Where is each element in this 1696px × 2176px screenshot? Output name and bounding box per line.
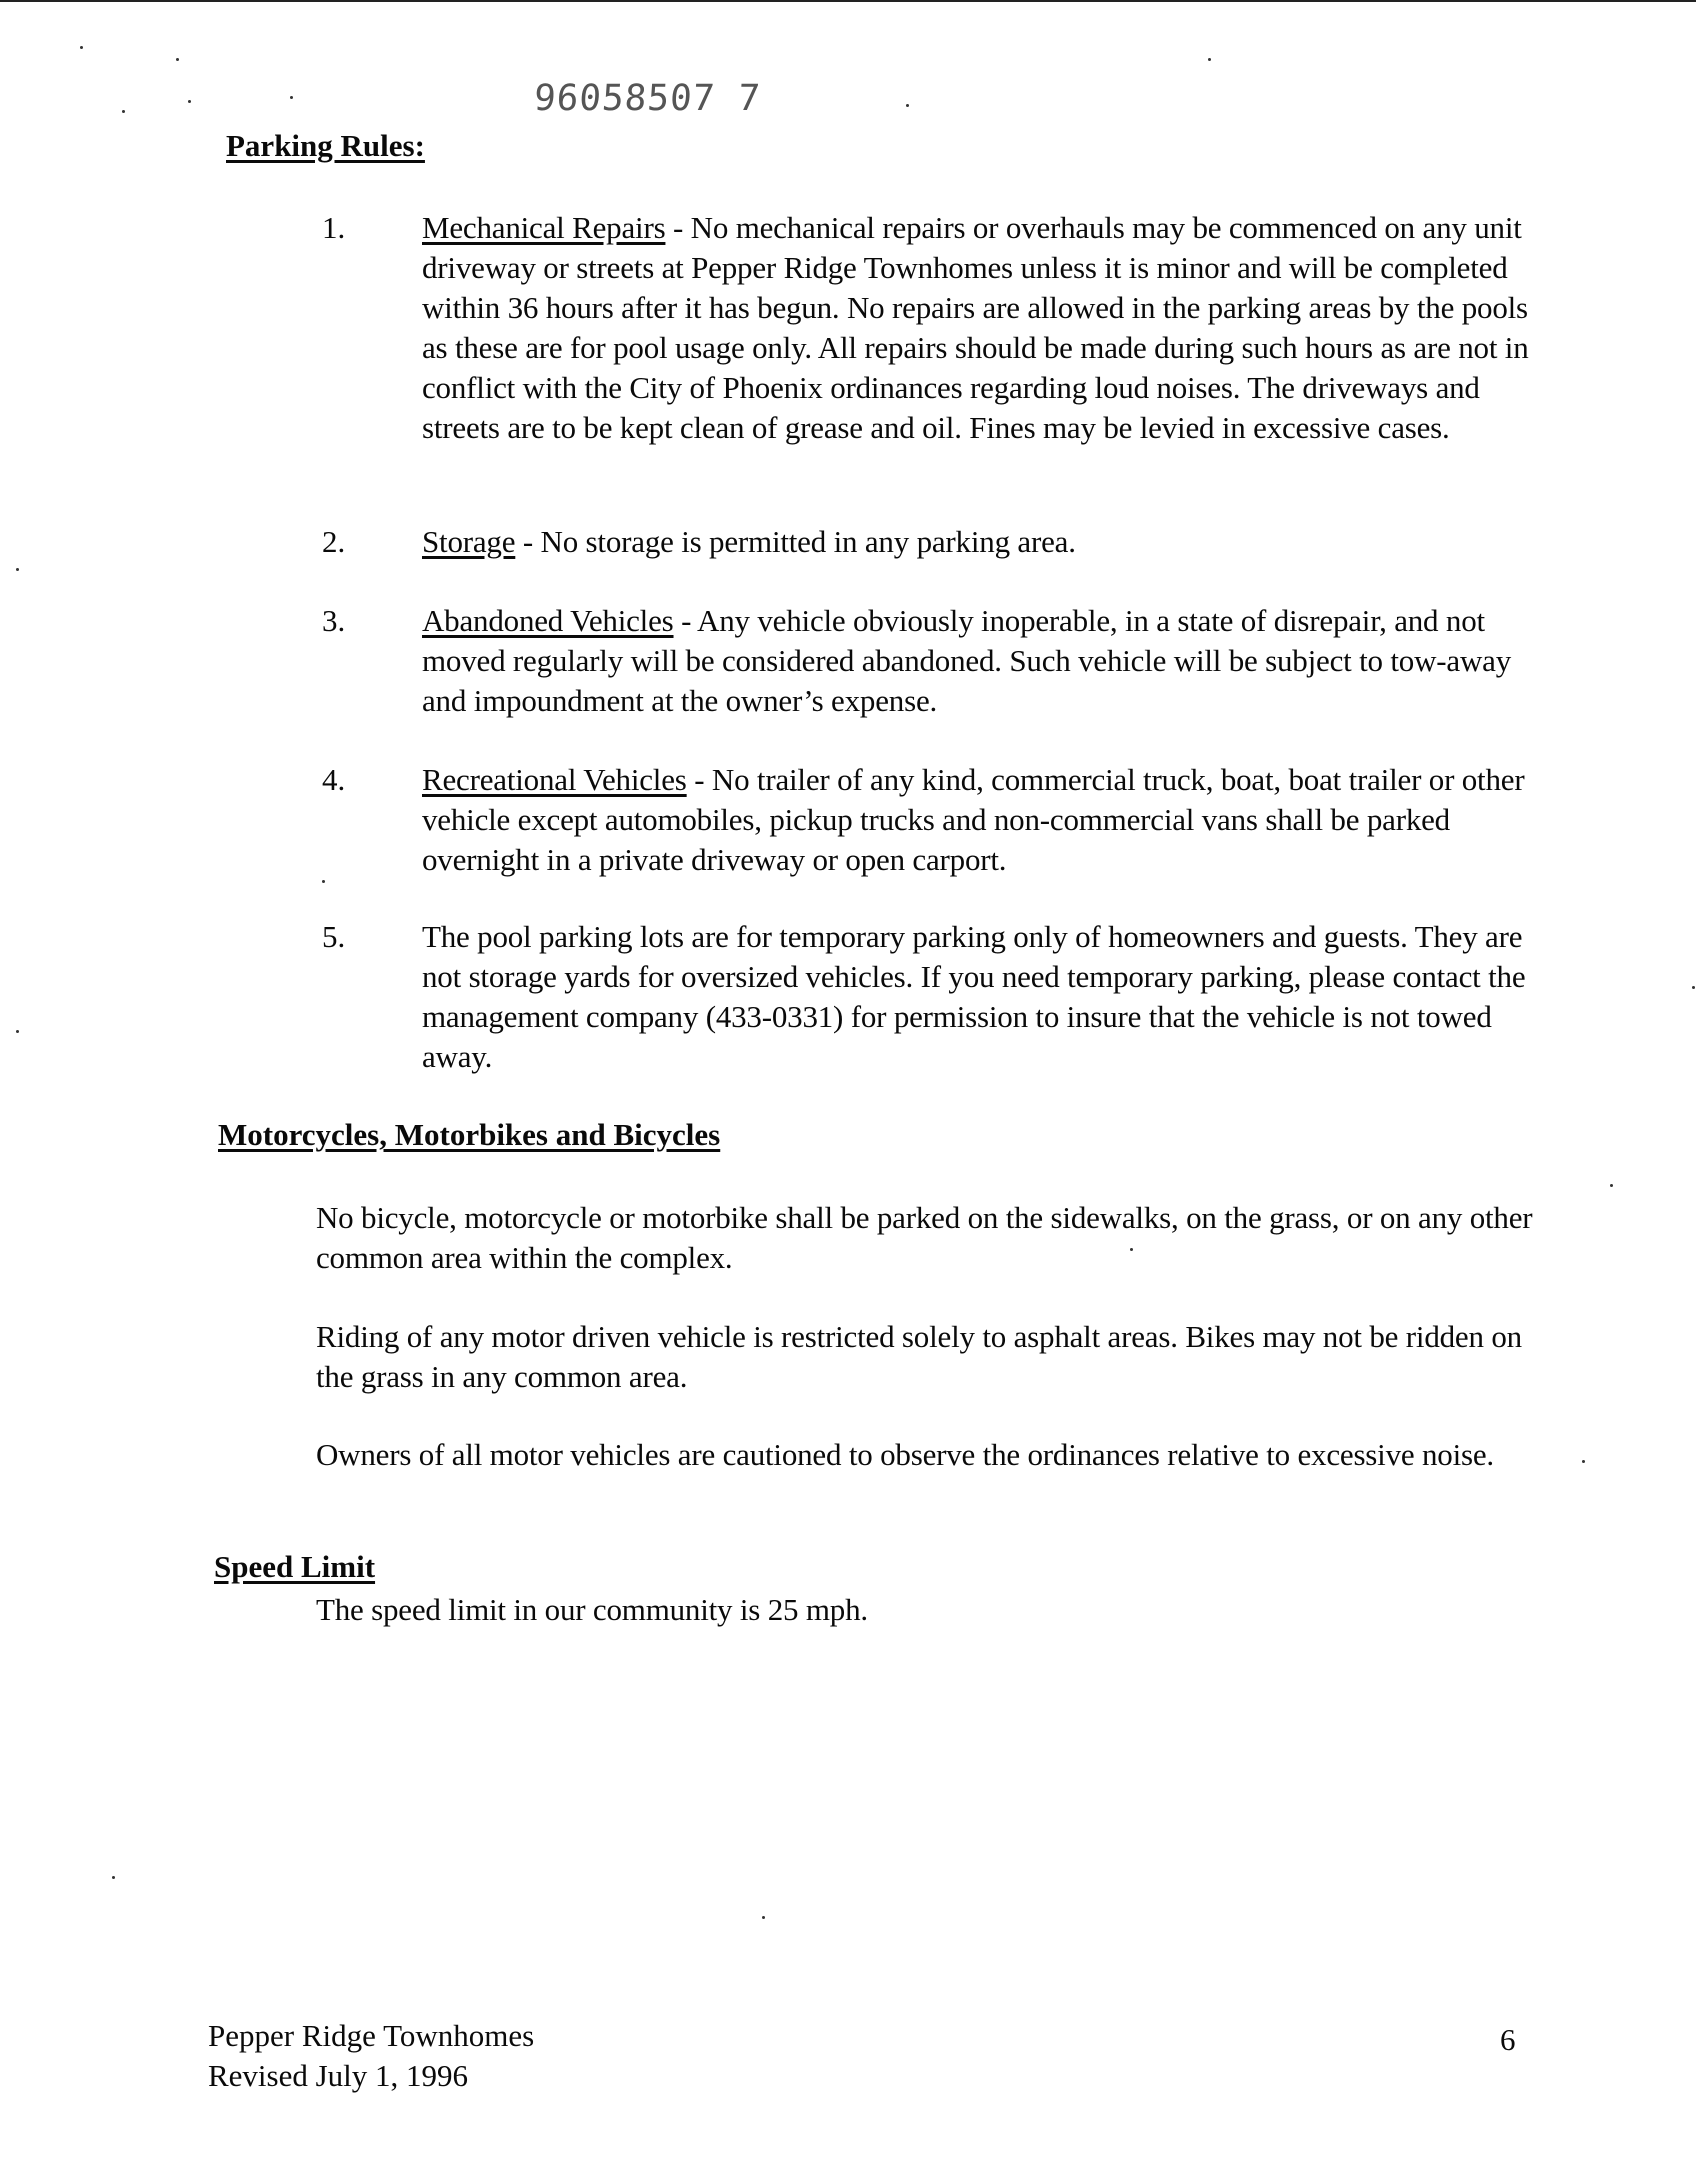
speed-limit-heading: Speed Limit xyxy=(214,1549,376,1584)
rule-number: 1. xyxy=(322,210,346,245)
scan-speck xyxy=(122,110,125,113)
scan-speck xyxy=(1610,1184,1613,1187)
rule-title: Abandoned Vehicles xyxy=(422,603,674,638)
scan-speck xyxy=(1692,986,1695,989)
parking-rules-heading: Parking Rules: xyxy=(226,128,425,163)
rule-body: - No trailer of any kind, commercial truck, boat, boat trailer or other vehicle except automobiles, pickup trucks and non-commercial vans shall be parked overnight in a private driveway or open carport. xyxy=(422,762,1525,877)
motorcycles-paragraph: No bicycle, motorcycle or motorbike shall be parked on the sidewalks, on the grass, or on any other common area within the complex. xyxy=(316,1200,1533,1275)
parking-rule-item xyxy=(322,208,1542,490)
scan-speck xyxy=(80,46,83,49)
rule-title: Storage xyxy=(422,524,516,559)
rule-text xyxy=(422,760,1542,880)
motorcycles-heading: Motorcycles, Motorbikes and Bicycles xyxy=(218,1117,721,1152)
speed-limit-text: The speed limit in our community is 25 mph. xyxy=(316,1592,868,1627)
motorcycles-paragraph: Riding of any motor driven vehicle is restricted solely to asphalt areas. Bikes may not be ridden on the grass in any common area. xyxy=(316,1319,1522,1394)
rule-number: 3. xyxy=(322,603,346,638)
document-id-stamp: 96058507 7 xyxy=(532,78,763,119)
rule-number: 2. xyxy=(322,524,346,559)
rule-body: - No storage is permitted in any parking area. xyxy=(515,524,1076,559)
scan-speck xyxy=(16,1030,19,1033)
rule-text xyxy=(422,208,1542,448)
rule-text xyxy=(422,917,1542,1077)
rule-body: The pool parking lots are for temporary parking only of homeowners and guests. They are not storage yards for oversized vehicles. If you need temporary parking, please contact the management company (433-0331) for permission to insure that the vehicle is not towed away. xyxy=(422,919,1526,1074)
rule-body: - Any vehicle obviously inoperable, in a state of disrepair, and not moved regularly will be considered abandoned. Such vehicle will be subject to tow-away and impoundment at the owner’s expense. xyxy=(422,603,1511,718)
footer-community-name: Pepper Ridge Townhomes xyxy=(208,2018,535,2053)
parking-rule-item xyxy=(322,601,1542,721)
scan-speck xyxy=(1208,58,1211,61)
scan-speck xyxy=(762,1916,765,1919)
rule-body: - No mechanical repairs or overhauls may be commenced on any unit driveway or streets at Pepper Ridge Townhomes unless it is minor and will be completed within 36 hours after it has begun. No repairs are allowed in the parking areas by the pools as these are for pool usage only. All repairs should be made during such hours as are not in conflict with the City of Phoenix ordinances regarding loud noises. The driveways and streets are to be kept clean of grease and oil. Fines may be levied in excessive cases. xyxy=(422,210,1529,445)
scan-speck xyxy=(322,880,325,883)
rule-text xyxy=(422,601,1542,721)
rule-text xyxy=(422,522,1542,562)
scan-speck xyxy=(16,568,19,571)
scan-speck xyxy=(176,58,179,61)
rule-title: Mechanical Repairs xyxy=(422,210,666,245)
rule-number: 4. xyxy=(322,762,346,797)
page-number: 6 xyxy=(1500,2022,1516,2057)
rule-number: 5. xyxy=(322,919,346,954)
footer-revision-date: Revised July 1, 1996 xyxy=(208,2058,469,2093)
scan-speck xyxy=(188,100,191,103)
scan-speck xyxy=(112,1876,115,1879)
scan-speck xyxy=(1582,1460,1585,1463)
scan-speck xyxy=(906,104,909,107)
parking-rule-item xyxy=(322,760,1542,880)
parking-rule-item xyxy=(322,522,1542,562)
motorcycles-paragraph: Owners of all motor vehicles are cautioned to observe the ordinances relative to excessive noise. xyxy=(316,1437,1494,1472)
rule-title: Recreational Vehicles xyxy=(422,762,687,797)
parking-rule-item xyxy=(322,917,1542,1077)
scan-speck xyxy=(290,96,293,99)
top-edge-rule xyxy=(0,0,1696,2)
